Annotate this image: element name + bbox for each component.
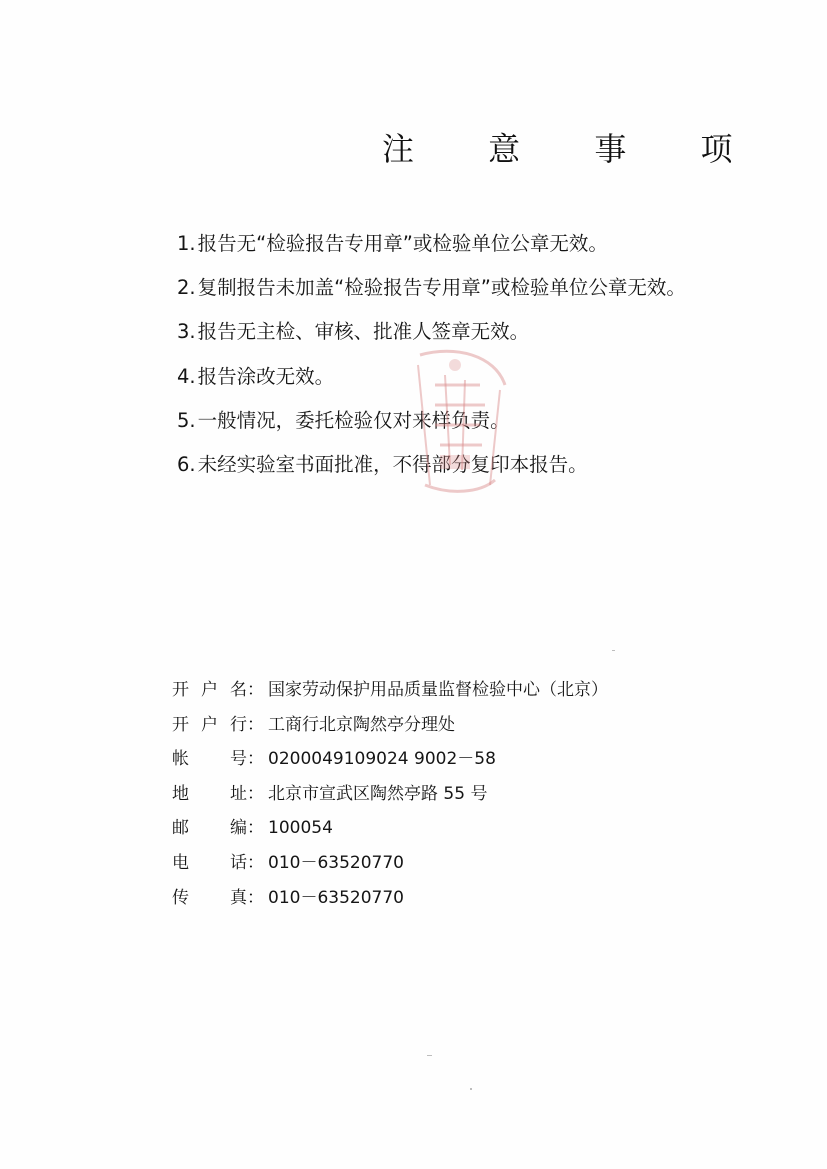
info-value: 北京市宣武区陶然亭路 55 号 [268, 783, 488, 804]
info-value: 0200049109024 9002－58 [268, 749, 496, 770]
notice-text: 未经实验室书面批准，不得部分复印本报告。 [197, 453, 588, 477]
notice-item [177, 222, 686, 266]
info-label: 开 [172, 680, 189, 700]
info-value: 国家劳动保护用品质量监督检验中心（北京） [268, 680, 608, 700]
info-label: 址： [230, 783, 264, 804]
info-value: 010－63520770 [268, 852, 404, 873]
info-label: 号： [230, 749, 264, 770]
info-label: 真： [230, 887, 264, 908]
notice-text: 复制报告未加盖“检验报告专用章”或检验单位公章无效。 [197, 276, 686, 300]
notice-number: 2. [177, 276, 196, 300]
scan-speck [427, 1055, 432, 1056]
info-label: 编： [230, 818, 264, 839]
notice-text: 报告无主检、审核、批准人签章无效。 [197, 320, 530, 344]
scan-speck [470, 1088, 472, 1090]
info-label: 行： [230, 714, 264, 735]
notice-number: 1. [177, 232, 196, 255]
info-label: 话： [230, 852, 264, 873]
document-title: 注 意 事 项 [382, 130, 765, 168]
notice-text: 报告无“检验报告专用章”或检验单位公章无效。 [197, 232, 608, 255]
notice-number: 6. [177, 453, 196, 477]
info-value: 010－63520770 [268, 887, 404, 908]
info-label: 户 [201, 714, 218, 735]
info-label: 帐 [172, 749, 189, 770]
info-value: 100054 [268, 818, 333, 839]
notice-list [177, 222, 686, 487]
scan-speck [612, 650, 615, 651]
info-label: 电 [172, 852, 189, 873]
notice-text: 一般情况，委托检验仅对来样负责。 [197, 408, 510, 432]
notice-item [177, 310, 686, 354]
notice-item [177, 399, 686, 443]
notice-number: 5. [177, 408, 196, 432]
notice-number: 4. [177, 364, 196, 388]
info-label: 名： [230, 680, 264, 700]
info-label: 邮 [172, 818, 189, 839]
info-label: 户 [201, 680, 218, 700]
info-value: 工商行北京陶然亭分理处 [268, 714, 455, 735]
info-label: 开 [172, 714, 189, 735]
notice-item [177, 355, 686, 399]
notice-text: 报告涂改无效。 [197, 364, 335, 388]
info-label: 地 [172, 783, 189, 804]
notice-number: 3. [177, 320, 196, 344]
notice-item [177, 443, 686, 487]
notice-item [177, 266, 686, 310]
info-label: 传 [172, 887, 189, 908]
